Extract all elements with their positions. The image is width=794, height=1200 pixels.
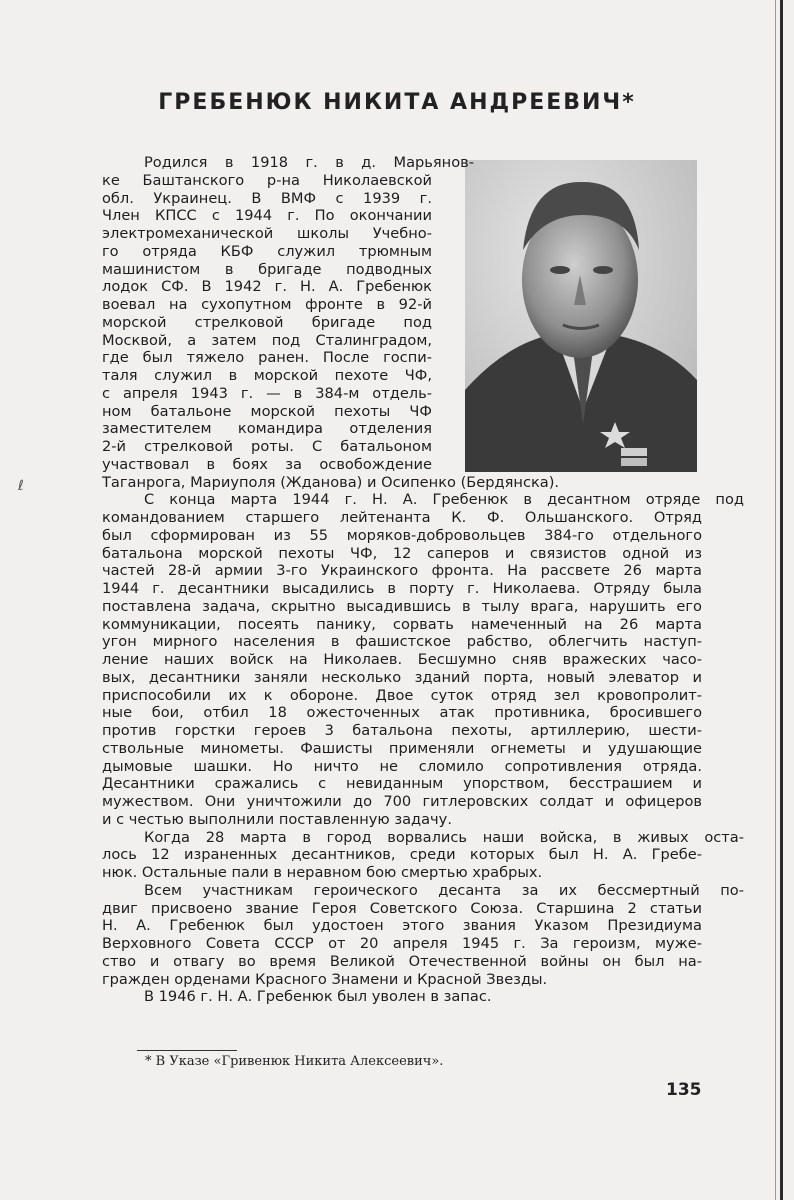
text-line: Всем участникам героического десанта за их бессмертный по- — [144, 881, 744, 899]
text-line: частей 28-й армии 3-го Украинского фронта. На рассвете 26 марта — [102, 562, 702, 580]
text-line: воевал на сухопутном фронте в 92-й — [102, 296, 432, 313]
text-line: дымовые шашки. Но ничто не сломило сопротивления отряда. — [102, 757, 702, 775]
text-line: вых, десантники заняли несколько зданий порта, новый элеватор и — [102, 668, 702, 686]
text-line: батальона морской пехоты ЧФ, 12 саперов и связистов одной из — [102, 544, 702, 562]
text-line: ствольные минометы. Фашисты применяли огнеметы и удушающие — [102, 739, 702, 757]
text-line: 1944 г. десантники высадились в порту г. Николаева. Отряду была — [102, 580, 702, 597]
text-line: против горстки героев 3 батальона пехоты, артиллерию, шести- — [102, 722, 702, 739]
page-edge-line — [775, 0, 776, 1200]
text-line: командованием старшего лейтенанта К. Ф. Ольшанского. Отряд — [102, 509, 702, 526]
margin-mark: ℓ — [18, 478, 24, 494]
text-line: поставлена задача, скрытно высадившись в тылу врага, нарушить его — [102, 597, 702, 615]
text-line: С конца марта 1944 г. Н. А. Гребенюк в десантном отряде под — [144, 491, 744, 509]
footnote-rule — [137, 1050, 237, 1051]
text-line: приспособили их к обороне. Двое суток отряд зел кровопролит- — [102, 686, 702, 704]
text-line: Десантники сражались с невиданным упорством, бесстрашием и — [102, 775, 702, 793]
text-line: морской стрелковой бригаде под — [102, 313, 432, 331]
text-line: с апреля 1943 г. — в 384-м отдель- — [102, 384, 432, 402]
text-line: участвовал в боях за освобождение — [102, 455, 432, 473]
text-line: Москвой, а затем под Сталинградом, — [102, 331, 432, 349]
text-line: Верховного Совета СССР от 20 апреля 1945 г. За героизм, муже- — [102, 935, 702, 952]
text-line: гражден орденами Красного Знамени и Красной Звезды. — [102, 970, 548, 988]
text-line: электромеханической школы Учебно- — [102, 225, 432, 242]
text-line: Член КПСС с 1944 г. По окончании — [102, 207, 432, 225]
text-line: ке Баштанского р-на Николаевской — [102, 171, 432, 189]
text-line: обл. Украинец. В ВМФ с 1939 г. — [102, 189, 432, 207]
page-edge-shadow — [780, 0, 783, 1200]
text-line: угон мирного населения в фашистское рабство, облегчить наступ- — [102, 633, 702, 651]
text-line: 2-й стрелковой роты. С батальоном — [102, 438, 432, 455]
text-line: заместителем командира отделения — [102, 420, 432, 438]
text-line: где был тяжело ранен. После госпи- — [102, 349, 432, 367]
text-line: ные бои, отбил 18 ожесточенных атак противника, бросившего — [102, 704, 702, 722]
text-line: коммуникации, посеять панику, сорвать намеченный на 26 марта — [102, 615, 702, 633]
text-line: мужеством. Они уничтожили до 700 гитлеровских солдат и офицеров — [102, 793, 702, 810]
text-line: двиг присвоено звание Героя Советского Союза. Старшина 2 статьи — [102, 899, 702, 917]
biography-text — [102, 154, 744, 1006]
text-line: ление наших войск на Николаев. Бесшумно сняв вражеских часо- — [102, 651, 702, 668]
text-line: Когда 28 марта в город ворвались наши войска, в живых оста- — [144, 828, 744, 846]
text-line: и с честью выполнили поставленную задачу. — [102, 810, 452, 828]
text-line: нюк. Остальные пали в неравном бою смертью храбрых. — [102, 864, 543, 881]
text-line: машинистом в бригаде подводных — [102, 260, 432, 278]
text-line: В 1946 г. Н. А. Гребенюк был уволен в запас. — [144, 988, 492, 1006]
text-line: ном батальоне морской пехоты ЧФ — [102, 402, 432, 420]
text-line: Таганрога, Мариуполя (Жданова) и Осипенко (Бердянска). — [102, 473, 560, 491]
text-line: таля служил в морской пехоте ЧФ, — [102, 367, 432, 384]
text-line: Родился в 1918 г. в д. Марьянов- — [144, 154, 474, 171]
text-line: лодок СФ. В 1942 г. Н. А. Гребенюк — [102, 278, 432, 296]
text-line: лось 12 израненных десантников, среди которых был Н. А. Гребе- — [102, 846, 702, 864]
page-number: 135 — [666, 1080, 702, 1100]
page-title: ГРЕБЕНЮК НИКИТА АНДРЕЕВИЧ* — [158, 90, 636, 115]
text-line: был сформирован из 55 моряков-добровольцев 384-го отдельного — [102, 526, 702, 544]
text-line: ство и отвагу во время Великой Отечественной войны он был на- — [102, 952, 702, 970]
footnote: * В Указе «Гривенюк Никита Алексеевич». — [145, 1054, 444, 1069]
text-line: Н. А. Гребенюк был удостоен этого звания Указом Президиума — [102, 917, 702, 935]
text-line: го отряда КБФ служил трюмным — [102, 242, 432, 260]
